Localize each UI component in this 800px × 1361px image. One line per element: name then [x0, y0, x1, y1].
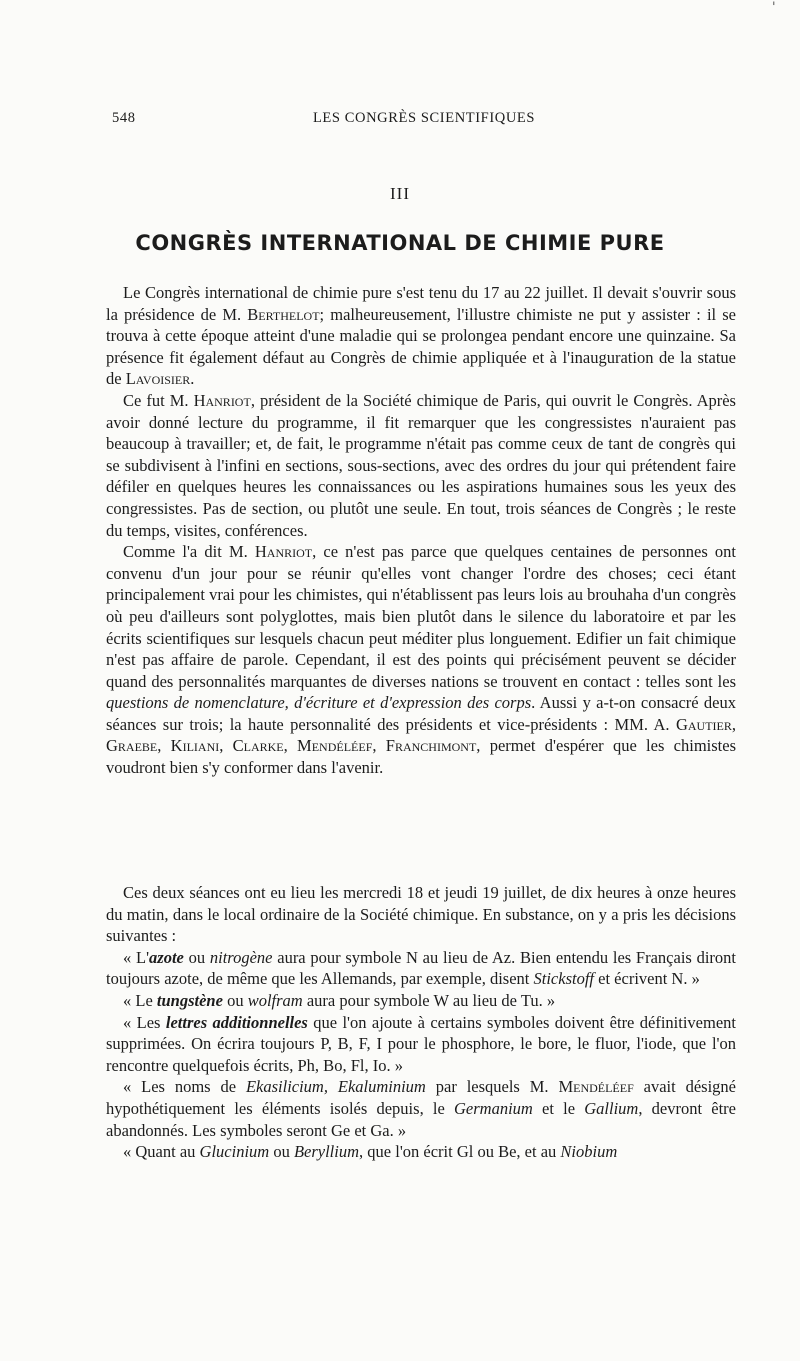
paragraph	[106, 1076, 736, 1141]
paragraph	[106, 390, 736, 541]
text-run: « Quant au	[123, 1142, 200, 1162]
text-run: , président de la Société chimique de Paris, qui ouvrit le Congrès. Après avoir donné lecture du programme, il fit remarquer que les congressistes n'auraient pas beaucoup à travailler; et, de fait, le programme n'était pas comme ceux de tant de congrès qui se subdivisent à l'infini en sections, sous-sections, avec des ordres du jour qui prétendent faire défiler en quelques heures les connaissances ou les aspirations humaines sous les yeux des congressistes. Pas de section, ou plutôt une seule. En tout, trois séances de Congrès ; le reste du temps, visites, conférences.	[106, 390, 736, 540]
text-run: . Aussi y a-t-on consacré deux séances sur trois; la haute personnalité des présidents et vice-présidents : MM. A.	[106, 693, 736, 734]
text-run: ou	[183, 947, 210, 967]
section-numeral: III	[390, 184, 410, 203]
paragraph	[106, 541, 736, 779]
italic-term: Beryllium	[293, 1142, 360, 1162]
text-run: .	[190, 369, 195, 389]
text-run: , que l'on écrit Gl ou Be, et au	[359, 1142, 561, 1162]
running-title: LES CONGRÈS SCIENTIFIQUES	[312, 110, 536, 126]
person-name: Berthelot	[247, 304, 320, 324]
text-run: « Les noms de	[123, 1077, 246, 1097]
text-run: par lesquels M.	[425, 1077, 559, 1097]
text-run: aura pour symbole N au lieu de Az. Bien entendu les Français diront toujours azote, de même que les Allemands, par exemple, disent	[106, 947, 736, 989]
text-run: ou	[222, 990, 248, 1010]
text-run: Ce fut M.	[123, 390, 194, 410]
paragraph	[106, 947, 736, 990]
paragraph: Ces deux séances ont eu lieu les mercredi 18 et jeudi 19 juillet, de dix heures à onze heures du matin, dans le local ordinaire de la Société chimique. En substance, on y a pris les décisions suivantes :	[106, 883, 736, 946]
text-run: , devront être abandonnés. Les symboles seront Ge et Ga. »	[106, 1098, 736, 1140]
person-names: Gautier, Graebe, Kiliani, Clarke, Mendéléef, Franchimont	[106, 714, 736, 756]
paragraph	[106, 282, 736, 390]
running-header	[112, 110, 736, 132]
italic-term: Stickstoff	[533, 969, 595, 989]
paragraph	[106, 990, 736, 1012]
person-name: Mendéléef	[558, 1077, 634, 1097]
term: tungstène	[156, 990, 223, 1010]
italic-phrase: questions de nomenclature, d'écriture et d'expression des corps	[106, 693, 532, 713]
italic-term: Germanium	[454, 1098, 533, 1118]
person-name: Hanriot	[254, 542, 313, 562]
paragraph	[106, 1012, 736, 1077]
text-run: que l'on ajoute à certains symboles doivent être définitivement supprimées. On écrira toujours P, B, F, I pour le phosphore, le bore, le fluor, l'iode, que l'on rencontre quelquefois écrits, Ph, Bo, Fl, Io. »	[106, 1012, 736, 1075]
text-run: ou	[269, 1142, 294, 1162]
italic-term: nitrogène	[209, 947, 273, 967]
text-run: « L'	[123, 947, 150, 967]
italic-term: Glucinium	[199, 1142, 270, 1162]
person-name: Lavoisier	[125, 369, 191, 389]
italic-term: wolfram	[247, 990, 303, 1010]
text-run: « Les	[123, 1012, 166, 1032]
text-run: , ce n'est pas parce que quelques centaines de personnes ont convenu d'un jour pour se réunir qu'elles vont changer l'ordre des choses; ceci étant principalement vrai pour les chimistes, qui n'établissent pas leurs lois au brouhaha d'un congrès où peu d'ailleurs sont polyglottes, mais bien plutôt dans le silence du laboratoire et par les écrits scientifiques sur lesquels chacun peut méditer plus longuement. Edifier un fait chimique n'est pas affaire de parole. Cependant, il est des points qui précisément peuvent se décider quand des personnalités marquantes de diverses nations se trouvent en contact : telles sont les	[106, 542, 736, 691]
text-run: Comme l'a dit M.	[123, 542, 255, 562]
text-run: « Le	[123, 990, 157, 1010]
text-run: , permet d'espérer que les chimistes voudront bien s'y conformer dans l'avenir.	[106, 736, 736, 778]
text-run: et le	[532, 1098, 585, 1118]
body-section-intro	[106, 282, 736, 779]
text-run: et écrivent N. »	[594, 969, 700, 989]
text-run: Le Congrès international de chimie pure s'est tenu du 17 au 22 juillet. Il devait s'ouvrir sous la présidence de M.	[106, 283, 736, 324]
chapter-title: CONGRÈS INTERNATIONAL DE CHIMIE PURE	[135, 231, 665, 255]
text-run: avait désigné hypothétiquement les éléments isolés depuis, le	[106, 1077, 737, 1118]
text-run: ; malheureusement, l'illustre chimiste ne put y assister : il se trouva à cette époque atteint d'une maladie qui se prolongea pendant encore une quinzaine. Sa présence fit également défaut au Congrès de chimie appliquée et à l'inauguration de la statue de	[106, 304, 736, 389]
corner-mark: '	[772, 0, 776, 15]
italic-term: Niobium	[560, 1142, 618, 1162]
text-run: aura pour symbole W au lieu de Tu. »	[302, 990, 556, 1010]
term: azote	[149, 947, 184, 967]
person-name: Hanriot	[193, 390, 251, 410]
paragraph	[106, 1141, 736, 1163]
italic-term: Gallium	[584, 1098, 639, 1118]
page-number: 548	[112, 110, 136, 126]
italic-term: Ekasilicium, Ekaluminium	[245, 1077, 426, 1097]
body-section-decisions	[106, 882, 736, 1163]
term: lettres additionnelles	[165, 1012, 308, 1032]
